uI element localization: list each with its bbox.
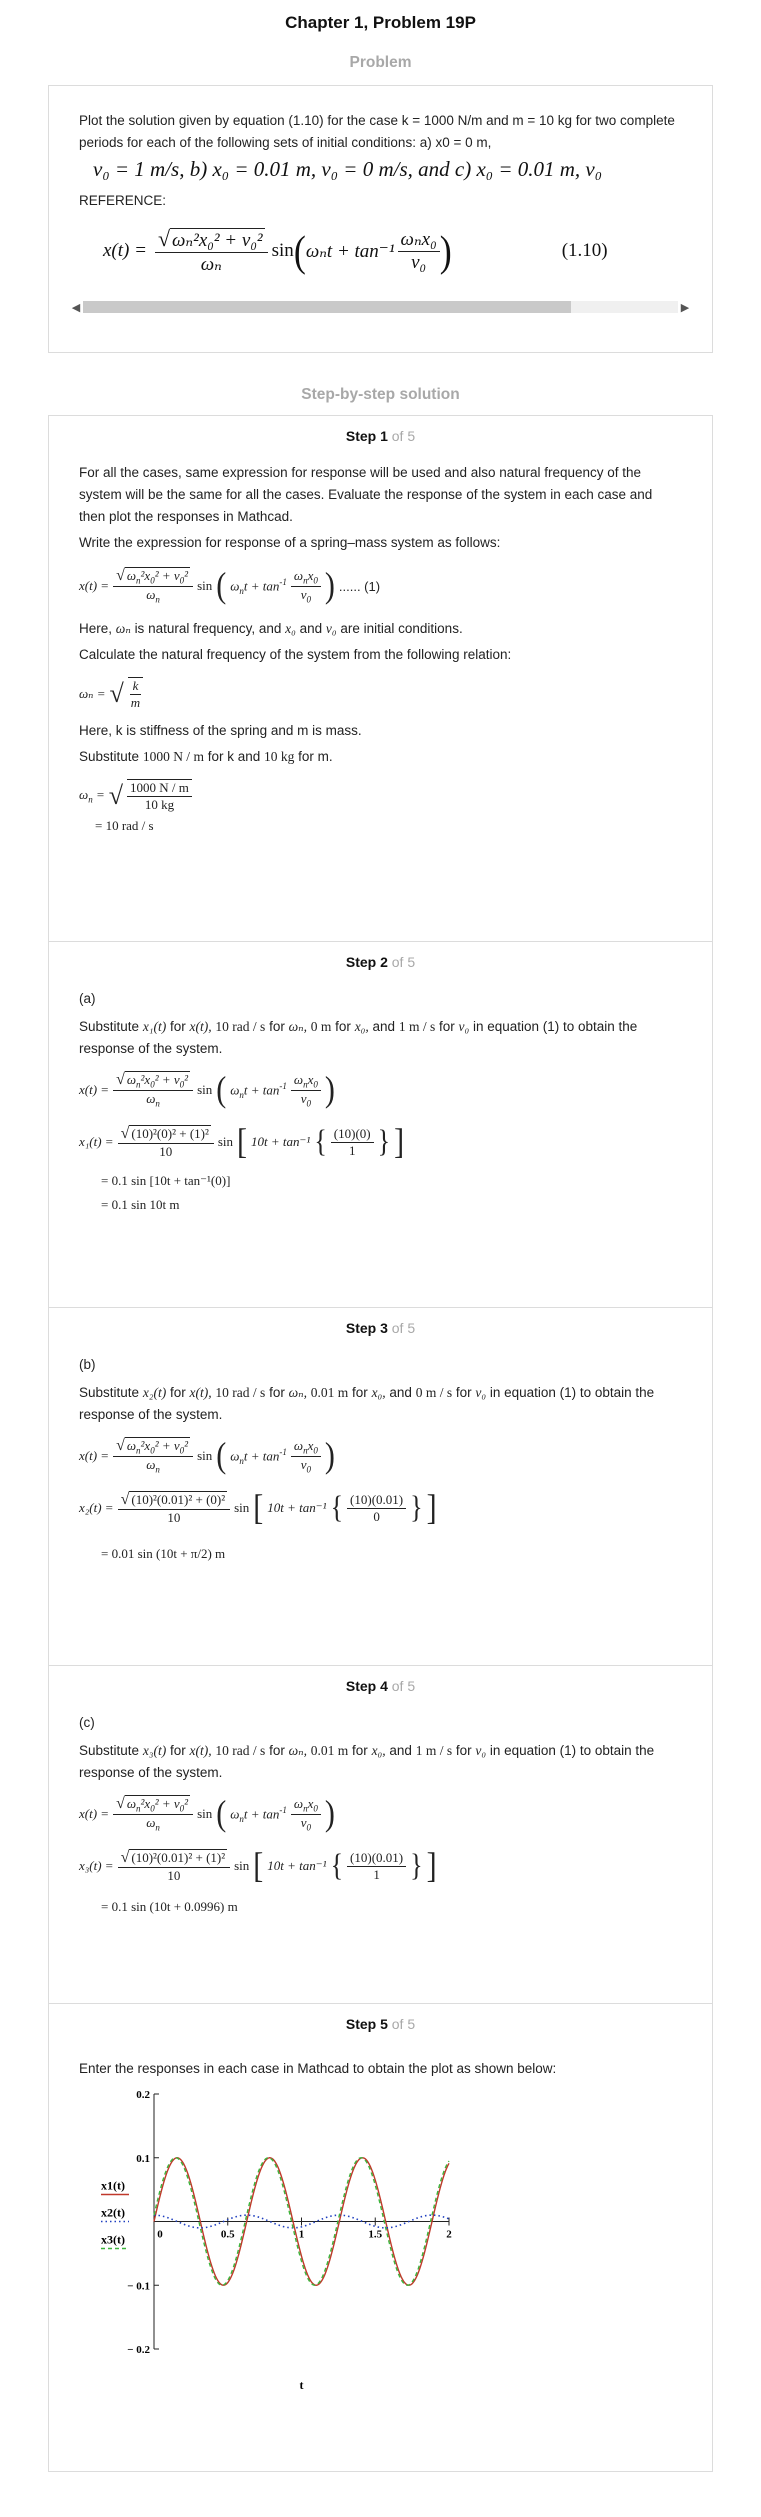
x-tick-label: 2 [446, 2228, 452, 2241]
eq1-tag: ...... (1) [338, 578, 381, 594]
step-4-substitute: Substitute x₃(t) for x(t), 10 rad / s for ωₙ, 0.01 m for x₀, and 1 m / s for v₀ in equation (1) to obtain the response of the system. [79, 1743, 655, 1780]
step-1-substitute: Substitute 1000 N / m for k and 10 kg for m. [79, 749, 333, 764]
eq-sin: sin [271, 240, 294, 261]
response-equation: x(t) = $\frac{√ \omega_n^2x_0^2 + v_0^2}{\omega_n}$ sin ( $\omega_nt + \tan^{-1}$ $\frac{\omega_nx_0}{v_0}$ ) ...... (1) [79, 565, 381, 606]
step-3-general-eq: x(t) = $\frac{√ \omega_n^2x_0^2 + v_0^2}{\omega_n}$ sin ( $\omega_nt + \tan^{-1}$ $\frac{\omega_nx_0}{v_0}$ ) [79, 1435, 335, 1476]
step-2-heading: Step 2 of 5 [345, 954, 416, 970]
step-2-result-1: = 0.1 sin [10t + tan⁻¹(0)] [101, 1173, 231, 1188]
solution-heading: Step-by-step solution [301, 386, 460, 403]
step-4-substituted-eq: x₃(t) = $\frac{\text{√ (10)²(0.01)² + (1)²}}{10}$ sin [ 10t + tan⁻¹ { $\frac{(10)(0.01)}{1}$ } ] [79, 1845, 437, 1886]
step-4-general-eq: x(t) = $\frac{√ \omega_n^2x_0^2 + v_0^2}{\omega_n}$ sin ( $\omega_nt + \tan^{-1}$ $\frac{\omega_nx_0}{v_0}$ ) [79, 1793, 335, 1834]
reference-equation: x(t) = $\frac{\text{√ ωₙ²x₀² + v₀²}}{\text{ωₙ}}$ sin ( ωₙt + tan⁻¹ $\frac{\text{ωₙx₀}}{\text{v₀}}$ ) (1.10) [103, 226, 608, 275]
eq-den: ωₙ [200, 254, 222, 275]
eq-amplitude-frac: $\frac{\text{√ ωₙ²x₀² + v₀²}}{\text{ωₙ}}$ [155, 226, 268, 276]
step-2 [49, 942, 712, 1308]
y-tick-label: 0.1 [136, 2152, 150, 2165]
wn-substituted: $\omega_n$ = √ $\frac{1000 N / m}{10 kg}$ [79, 774, 682, 818]
legend-label: x3(t) [101, 2232, 125, 2247]
step-5 [49, 2004, 712, 2471]
eq-number: (1.10) [561, 240, 608, 261]
x-tick-label: 1.5 [368, 2228, 383, 2241]
eq-arg: ωₙt + tan⁻¹ [305, 240, 395, 262]
step-1-heading [49, 416, 712, 462]
solution-box [48, 415, 713, 2472]
x-axis-label: t [299, 2378, 304, 2392]
step-5-heading: Step 5 of 5 [345, 2016, 416, 2032]
legend-label: x2(t) [101, 2205, 125, 2220]
problem-box [48, 85, 713, 353]
step-4-heading: Step 4 of 5 [345, 1678, 416, 1694]
x-tick-label: 0 [157, 2228, 163, 2241]
step-2-general-eq: x(t) = $\frac{√ \omega_n^2x_0^2 + v_0^2}{\omega_n}$ sin ( $\omega_nt + \tan^{-1}$ $\frac{\omega_nx_0}{v_0}$ ) [79, 1069, 335, 1110]
scroll-right-icon[interactable]: ▶ [680, 301, 690, 314]
eq-sqrt: ωₙ²x₀² + v₀² [172, 230, 263, 251]
step-2-part: (a) [79, 991, 96, 1006]
x-tick-label: 0.5 [220, 2228, 235, 2241]
step-of: of 5 [391, 428, 416, 444]
step-3 [49, 1308, 712, 1666]
step-1-calc-intro: Calculate the natural frequency of the system from the following relation: [79, 647, 512, 662]
step-1-intro: For all the cases, same expression for response will be used and also natural frequency of the system will be the same for all the cases. Evaluate the response of the system in each case and then plot the responses in Mathcad. [79, 465, 653, 524]
reference-label: REFERENCE: [79, 193, 167, 208]
response-plot [59, 2084, 479, 2404]
step-1-where: Here, k is stiffness of the spring and m is mass. [79, 723, 362, 738]
problem-conditions: v₀ = 1 m/s, b) x₀ = 0.01 m, v₀ = 0 m/s, and c) x₀ = 0.01 m, v₀ [93, 157, 603, 181]
step-3-substitute: Substitute x₂(t) for x(t), 10 rad / s for ωₙ, 0.01 m for x₀, and 0 m / s for v₀ in equation (1) to obtain the response of the system. [79, 1385, 655, 1422]
step-label: Step 1 [345, 428, 388, 444]
scroll-track[interactable] [83, 301, 678, 313]
eq-frac-d: v₀ [411, 252, 427, 273]
step-1 [49, 416, 712, 942]
step-2-substituted-eq: x₁(t) = $\frac{\text{√ (10)²(0)² + (1)²}}{10}$ sin [ 10t + tan⁻¹ { $\frac{(10)(0)}{1}$ } ] [79, 1121, 405, 1162]
step-4-part: (c) [79, 1715, 95, 1730]
y-tick-label: − 0.1 [127, 2280, 150, 2293]
y-tick-label: 0.2 [136, 2089, 150, 2101]
scroll-left-icon[interactable]: ◀ [71, 301, 81, 314]
step-1-write: Write the expression for response of a spring–mass system as follows: [79, 535, 501, 550]
eq-frac-n: ωₙx₀ [398, 228, 440, 252]
problem-heading: Problem [349, 54, 412, 71]
step-4-result-1: = 0.1 sin (10t + 0.0996) m [101, 1899, 238, 1914]
step-3-result-1: = 0.01 sin (10t + π/2) m [101, 1546, 226, 1561]
problem-text: Plot the solution given by equation (1.10) for the case k = 1000 N/m and m = 10 kg for two complete periods for each of the following sets of initial conditions: a) x0 = 0 m, [79, 113, 675, 150]
page-title: Chapter 1, Problem 19P [285, 13, 476, 32]
wn-formula: ωₙ = √ $\frac{k}{m}$ [79, 672, 682, 716]
step-3-part: (b) [79, 1357, 96, 1372]
step-1-here: Here, ωₙ is natural frequency, and x₀ and v₀ are initial conditions. [79, 621, 463, 636]
y-tick-label: − 0.2 [127, 2344, 150, 2356]
step-3-substituted-eq: x₂(t) = $\frac{\text{√ (10)²(0.01)² + (0)²}}{10}$ sin [ 10t + tan⁻¹ { $\frac{(10)(0.01)}{0}$ } ] [79, 1487, 437, 1528]
step-4 [49, 1666, 712, 2004]
step-2-substitute: Substitute x₁(t) for x(t), 10 rad / s for ωₙ, 0 m for x₀, and 1 m / s for v₀ in equation (1) to obtain the response of the system. [79, 1019, 638, 1056]
wn-result: = 10 rad / s [95, 818, 154, 833]
eq-phase-frac [398, 228, 440, 274]
step-5-text: Enter the responses in each case in Mathcad to obtain the plot as shown below: [79, 2061, 557, 2076]
eq-lhs: x(t) = [103, 240, 147, 261]
horizontal-scrollbar[interactable] [69, 298, 692, 316]
x-tick-label: 1 [298, 2228, 305, 2241]
step-2-result-2: = 0.1 sin 10t m [101, 1197, 180, 1212]
step-3-heading: Step 3 of 5 [345, 1320, 416, 1336]
legend-label: x1(t) [101, 2178, 125, 2193]
scroll-thumb[interactable] [83, 301, 571, 313]
